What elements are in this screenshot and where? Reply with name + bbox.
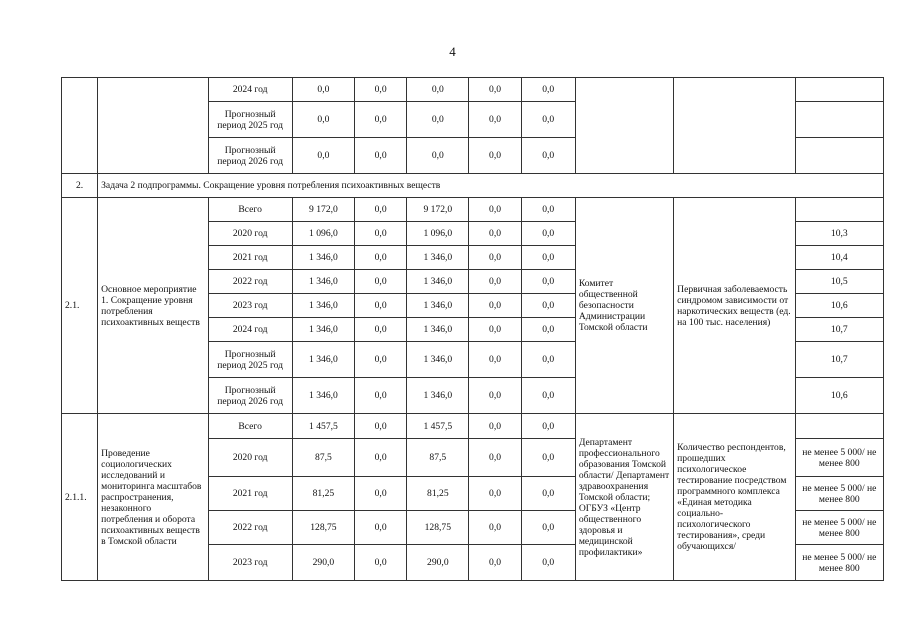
name-cell — [98, 78, 208, 174]
program-table — [61, 77, 884, 581]
value-regional: 0,0 — [407, 102, 469, 138]
value-local: 0,0 — [469, 270, 521, 294]
value-total: 1 346,0 — [292, 342, 354, 378]
value-other: 0,0 — [521, 246, 575, 270]
table-row — [62, 198, 884, 222]
value-other: 0,0 — [521, 439, 575, 477]
value-other: 0,0 — [521, 294, 575, 318]
value-other: 0,0 — [521, 318, 575, 342]
task-number: 2. — [62, 174, 98, 198]
target-cell: не менее 5 000/ не менее 800 — [795, 511, 883, 545]
value-total: 1 346,0 — [292, 246, 354, 270]
target-cell: не менее 5 000/ не менее 800 — [795, 477, 883, 511]
target-cell — [795, 414, 883, 439]
value-local: 0,0 — [469, 222, 521, 246]
table-row — [62, 414, 884, 439]
value-regional: 0,0 — [407, 138, 469, 174]
target-cell: 10,6 — [795, 378, 883, 414]
period-cell: 2020 год — [208, 222, 292, 246]
indicator-cell: Первичная заболеваемость синдромом зависимости от наркотических веществ (ед. на 100 тыс. населения) — [674, 198, 795, 414]
value-total: 290,0 — [292, 545, 354, 581]
value-other: 0,0 — [521, 414, 575, 439]
value-other: 0,0 — [521, 477, 575, 511]
target-cell — [795, 78, 883, 102]
value-total: 1 457,5 — [292, 414, 354, 439]
value-local: 0,0 — [469, 318, 521, 342]
value-other: 0,0 — [521, 102, 575, 138]
target-cell: 10,6 — [795, 294, 883, 318]
value-total: 1 346,0 — [292, 378, 354, 414]
value-federal: 0,0 — [355, 138, 407, 174]
period-cell: 2023 год — [208, 294, 292, 318]
value-total: 81,25 — [292, 477, 354, 511]
executor-cell: Комитет общественной безопасности Администрации Томской области — [575, 198, 673, 414]
value-local: 0,0 — [469, 439, 521, 477]
value-regional: 1 096,0 — [407, 222, 469, 246]
value-federal: 0,0 — [355, 102, 407, 138]
number-cell: 2.1.1. — [62, 414, 98, 581]
value-local: 0,0 — [469, 78, 521, 102]
value-federal: 0,0 — [355, 414, 407, 439]
period-cell: 2023 год — [208, 545, 292, 581]
value-local: 0,0 — [469, 294, 521, 318]
number-cell — [62, 78, 98, 174]
task-title: Задача 2 подпрограммы. Сокращение уровня потребления психоактивных веществ — [98, 174, 884, 198]
target-cell: не менее 5 000/ не менее 800 — [795, 439, 883, 477]
value-federal: 0,0 — [355, 342, 407, 378]
value-other: 0,0 — [521, 138, 575, 174]
period-cell: Прогнозный период 2025 год — [208, 102, 292, 138]
value-other: 0,0 — [521, 198, 575, 222]
task-row — [62, 174, 884, 198]
value-total: 1 346,0 — [292, 294, 354, 318]
value-federal: 0,0 — [355, 78, 407, 102]
value-other: 0,0 — [521, 378, 575, 414]
value-regional: 1 346,0 — [407, 294, 469, 318]
target-cell — [795, 198, 883, 222]
value-total: 0,0 — [292, 138, 354, 174]
name-cell: Проведение социологических исследований и мониторинга масштабов распространения, незаконного потребления и оборота психоактивных веществ в Томской области — [98, 414, 208, 581]
value-local: 0,0 — [469, 246, 521, 270]
period-cell: 2024 год — [208, 318, 292, 342]
value-other: 0,0 — [521, 222, 575, 246]
table-row — [62, 78, 884, 102]
value-local: 0,0 — [469, 138, 521, 174]
value-federal: 0,0 — [355, 439, 407, 477]
period-cell: 2022 год — [208, 511, 292, 545]
value-total: 128,75 — [292, 511, 354, 545]
period-cell: Всего — [208, 414, 292, 439]
period-cell: 2024 год — [208, 78, 292, 102]
value-total: 9 172,0 — [292, 198, 354, 222]
period-cell: 2021 год — [208, 246, 292, 270]
value-federal: 0,0 — [355, 477, 407, 511]
value-total: 1 096,0 — [292, 222, 354, 246]
value-other: 0,0 — [521, 342, 575, 378]
indicator-cell — [674, 78, 795, 174]
value-total: 87,5 — [292, 439, 354, 477]
value-federal: 0,0 — [355, 222, 407, 246]
value-federal: 0,0 — [355, 511, 407, 545]
value-other: 0,0 — [521, 545, 575, 581]
target-cell — [795, 138, 883, 174]
value-federal: 0,0 — [355, 378, 407, 414]
period-cell: 2020 год — [208, 439, 292, 477]
value-regional: 1 346,0 — [407, 246, 469, 270]
name-cell: Основное мероприятие 1. Сокращение уровня потребления психоактивных веществ — [98, 198, 208, 414]
value-local: 0,0 — [469, 342, 521, 378]
target-cell: 10,7 — [795, 318, 883, 342]
value-regional: 1 346,0 — [407, 318, 469, 342]
table-body — [62, 78, 884, 581]
period-cell: 2021 год — [208, 477, 292, 511]
value-local: 0,0 — [469, 102, 521, 138]
value-regional: 0,0 — [407, 78, 469, 102]
value-total: 0,0 — [292, 78, 354, 102]
value-regional: 290,0 — [407, 545, 469, 581]
value-federal: 0,0 — [355, 198, 407, 222]
page-number: 4 — [449, 44, 456, 59]
value-local: 0,0 — [469, 378, 521, 414]
value-federal: 0,0 — [355, 246, 407, 270]
number-cell: 2.1. — [62, 198, 98, 414]
value-regional: 128,75 — [407, 511, 469, 545]
value-total: 0,0 — [292, 102, 354, 138]
value-other: 0,0 — [521, 511, 575, 545]
value-other: 0,0 — [521, 78, 575, 102]
value-regional: 1 457,5 — [407, 414, 469, 439]
value-regional: 1 346,0 — [407, 270, 469, 294]
target-cell: не менее 5 000/ не менее 800 — [795, 545, 883, 581]
executor-cell: Департамент профессионального образования Томской области/ Департамент здравоохранения Томской области; ОГБУЗ «Центр общественного здоровья и медицинской профилактики» — [575, 414, 673, 581]
target-cell: 10,7 — [795, 342, 883, 378]
value-regional: 9 172,0 — [407, 198, 469, 222]
value-other: 0,0 — [521, 270, 575, 294]
target-cell — [795, 102, 883, 138]
value-regional: 87,5 — [407, 439, 469, 477]
value-federal: 0,0 — [355, 545, 407, 581]
value-federal: 0,0 — [355, 294, 407, 318]
value-local: 0,0 — [469, 198, 521, 222]
value-local: 0,0 — [469, 477, 521, 511]
value-local: 0,0 — [469, 511, 521, 545]
value-local: 0,0 — [469, 414, 521, 439]
value-total: 1 346,0 — [292, 270, 354, 294]
value-regional: 1 346,0 — [407, 342, 469, 378]
period-cell: 2022 год — [208, 270, 292, 294]
executor-cell — [575, 78, 673, 174]
period-cell: Всего — [208, 198, 292, 222]
value-total: 1 346,0 — [292, 318, 354, 342]
value-regional: 1 346,0 — [407, 378, 469, 414]
period-cell: Прогнозный период 2025 год — [208, 342, 292, 378]
target-cell: 10,4 — [795, 246, 883, 270]
indicator-cell: Количество респондентов, прошедших психологическое тестирование посредством программного комплекса «Единая методика социально-психологического тестирования», среди обучающихся/ — [674, 414, 795, 581]
period-cell: Прогнозный период 2026 год — [208, 378, 292, 414]
period-cell: Прогнозный период 2026 год — [208, 138, 292, 174]
value-federal: 0,0 — [355, 318, 407, 342]
value-federal: 0,0 — [355, 270, 407, 294]
target-cell: 10,3 — [795, 222, 883, 246]
value-local: 0,0 — [469, 545, 521, 581]
target-cell: 10,5 — [795, 270, 883, 294]
value-regional: 81,25 — [407, 477, 469, 511]
